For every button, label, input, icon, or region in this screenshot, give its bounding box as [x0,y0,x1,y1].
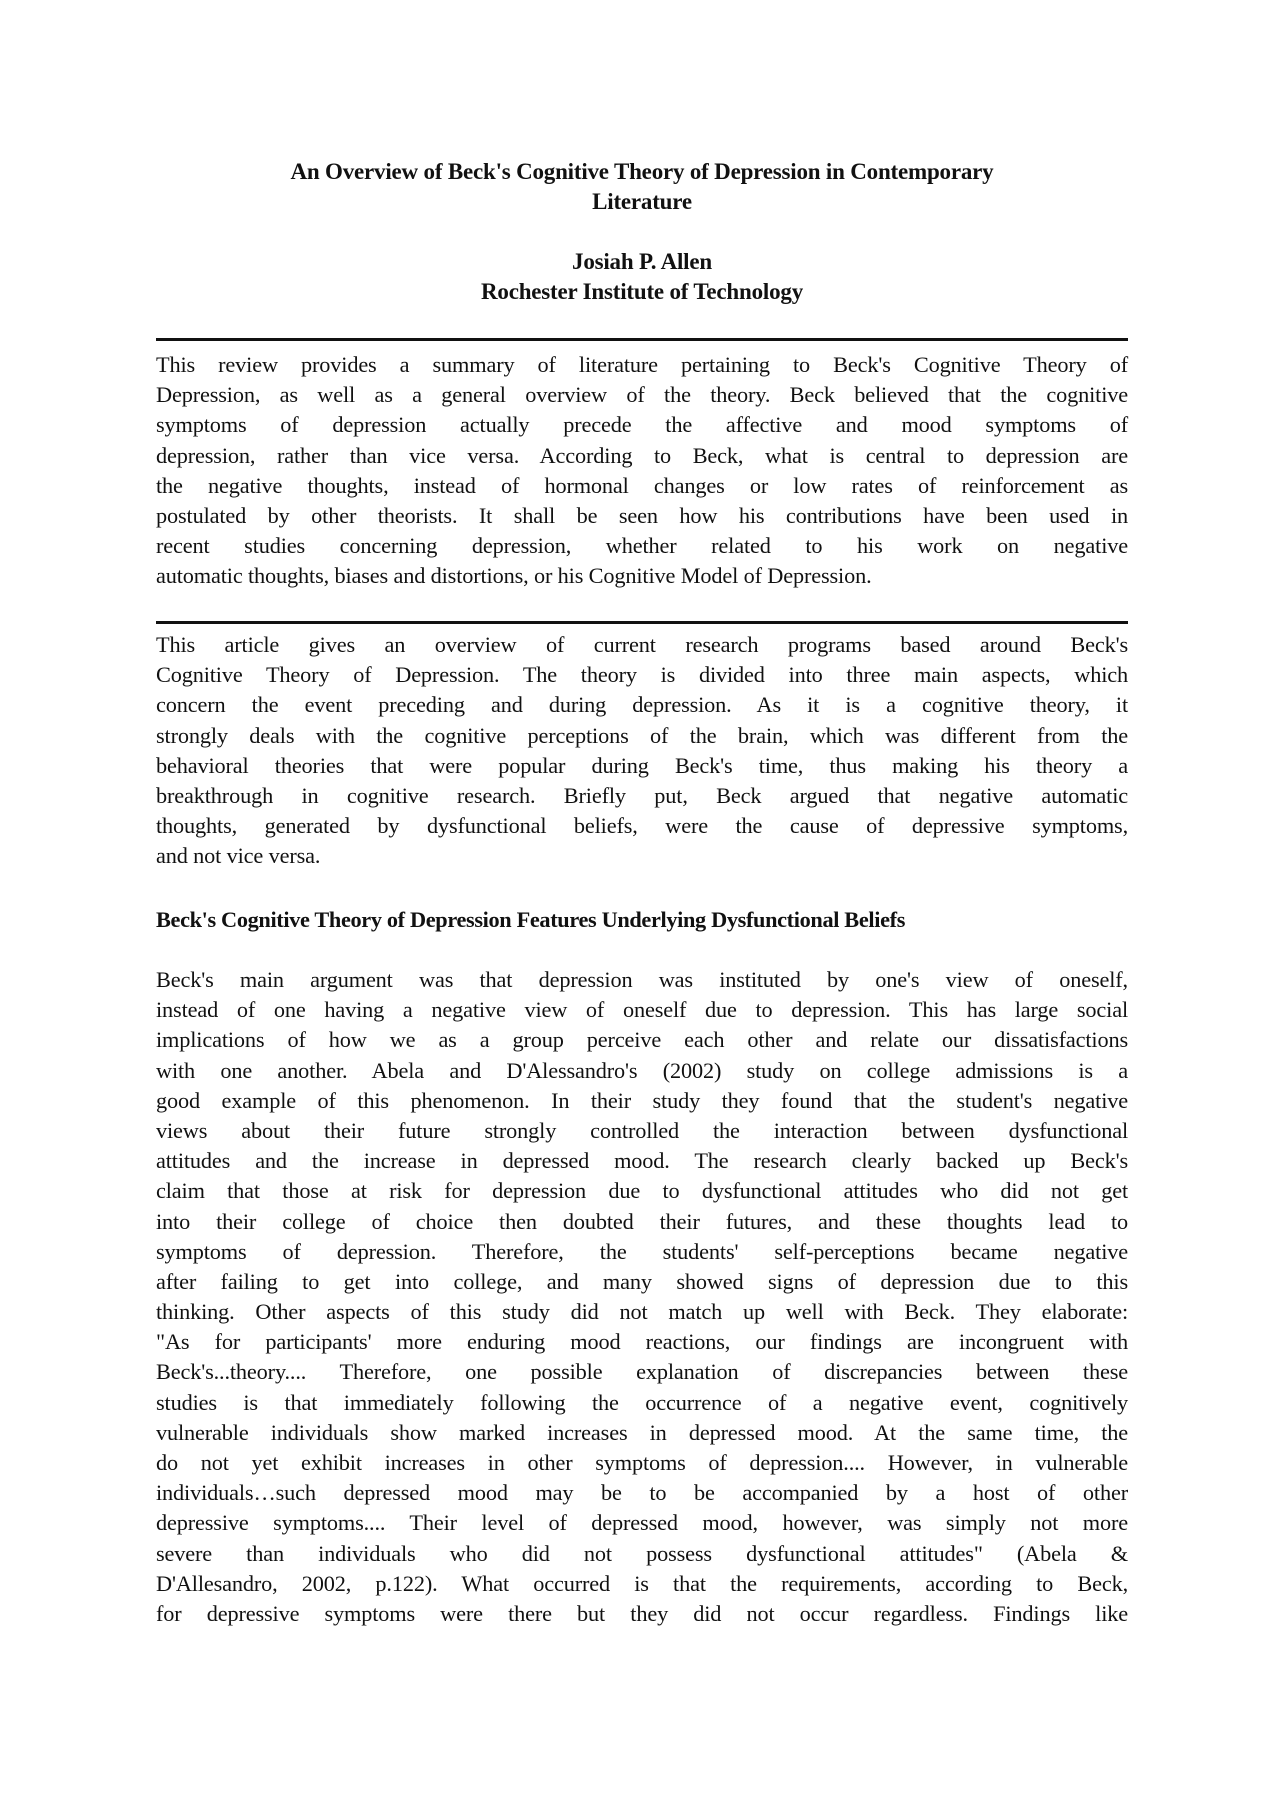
body-line: D'Allesandro, 2002, p.122). What occurred is that the requirements, according to Beck, [156,1570,1128,1596]
abstract-top-rule [156,338,1128,341]
body-line: attitudes and the increase in depressed mood. The research clearly backed up Beck's [156,1148,1128,1174]
abstract-line: symptoms of depression actually precede the affective and mood symptoms of [156,412,1128,438]
body-line: Beck's main argument was that depression was instituted by one's view of oneself, [156,967,1128,992]
section-heading: Beck's Cognitive Theory of Depression Features Underlying Dysfunctional Beliefs [156,907,906,932]
body-line: good example of this phenomenon. In their study they found that the student's negative [156,1087,1128,1113]
body-line: into their college of choice then doubted their futures, and these thoughts lead to [156,1208,1128,1234]
intro-paragraph [156,630,1128,872]
intro-line: Cognitive Theory of Depression. The theory is divided into three main aspects, which [156,662,1128,688]
body-line: implications of how we as a group perceive each other and relate our dissatisfactions [156,1027,1128,1053]
abstract-bottom-rule [156,621,1128,624]
body-line: claim that those at risk for depression due to dysfunctional attitudes who did not get [156,1178,1128,1204]
paper-title-line-2: Literature [592,189,692,214]
body-line: vulnerable individuals show marked increases in depressed mood. At the same time, the [156,1419,1128,1445]
body-line: symptoms of depression. Therefore, the students' self-perceptions became negative [156,1238,1128,1264]
body-line: severe than individuals who did not possess dysfunctional attitudes" (Abela & [156,1540,1128,1566]
intro-line: strongly deals with the cognitive perceptions of the brain, which was different from the [156,722,1128,748]
body-line: studies is that immediately following the occurrence of a negative event, cognitively [156,1389,1128,1415]
intro-line: This article gives an overview of current research programs based around Beck's [156,632,1128,657]
body-line: with one another. Abela and D'Alessandro's (2002) study on college admissions is a [156,1057,1128,1083]
author-name: Josiah P. Allen [572,249,712,274]
body-line: depressive symptoms.... Their level of depressed mood, however, was simply not more [156,1510,1128,1536]
abstract-line: depression, rather than vice versa. According to Beck, what is central to depression are [156,442,1128,468]
author-affiliation: Rochester Institute of Technology [480,279,803,304]
title-block [156,157,1128,307]
abstract-line: This review provides a summary of literature pertaining to Beck's Cognitive Theory of [156,352,1128,377]
intro-line: behavioral theories that were popular during Beck's time, thus making his theory a [156,752,1128,778]
body-line: "As for participants' more enduring mood reactions, our findings are incongruent with [156,1329,1128,1355]
abstract-paragraph [156,350,1128,592]
abstract-line: automatic thoughts, biases and distortions, or his Cognitive Model of Depression. [156,563,872,589]
paper-title-line-1: An Overview of Beck's Cognitive Theory of Depression in Contemporary [290,159,994,184]
abstract-line: postulated by other theorists. It shall be seen how his contributions have been used in [156,502,1128,528]
intro-line: concern the event preceding and during depression. As it is a cognitive theory, it [156,692,1128,718]
abstract-line: Depression, as well as a general overview of the theory. Beck believed that the cognitive [156,382,1128,408]
body-line: thinking. Other aspects of this study did not match up well with Beck. They elaborate: [156,1299,1128,1325]
abstract-line: recent studies concerning depression, whether related to his work on negative [156,533,1128,559]
body-line: views about their future strongly controlled the interaction between dysfunctional [156,1117,1128,1143]
body-line: after failing to get into college, and many showed signs of depression due to this [156,1268,1128,1294]
body-line: individuals…such depressed mood may be to be accompanied by a host of other [156,1480,1128,1506]
intro-line: breakthrough in cognitive research. Briefly put, Beck argued that negative automatic [156,782,1128,808]
title-spacer [156,217,1128,247]
body-line: Beck's...theory.... Therefore, one possible explanation of discrepancies between these [156,1359,1128,1385]
section-body-paragraph [156,965,1128,1629]
body-line: instead of one having a negative view of oneself due to depression. This has large social [156,997,1128,1023]
intro-line: and not vice versa. [156,843,321,869]
abstract-line: the negative thoughts, instead of hormonal changes or low rates of reinforcement as [156,472,1128,498]
intro-line: thoughts, generated by dysfunctional beliefs, were the cause of depressive symptoms, [156,813,1128,839]
body-line: for depressive symptoms were there but they did not occur regardless. Findings like [156,1600,1128,1626]
body-line: do not yet exhibit increases in other symptoms of depression.... However, in vulnerable [156,1450,1128,1475]
